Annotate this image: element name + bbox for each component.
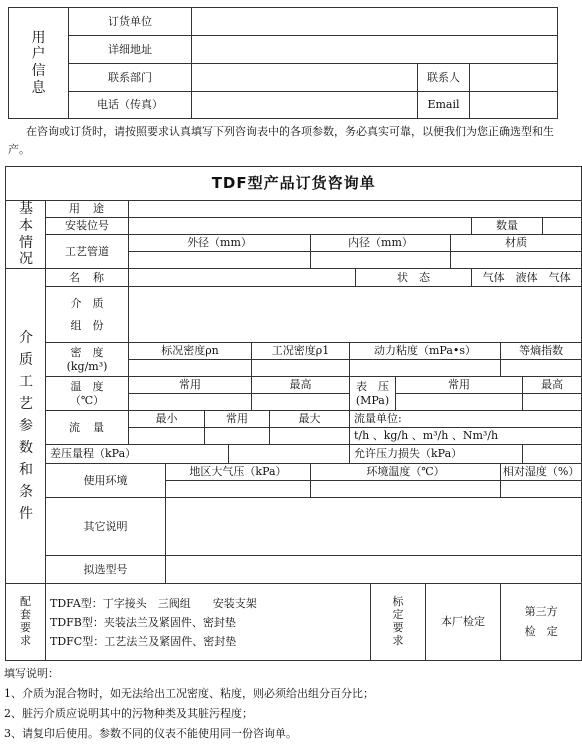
notes-heading: 填写说明： <box>4 667 59 680</box>
flow-max-label: 最大 <box>270 411 350 428</box>
temp-normal-field[interactable] <box>129 394 252 411</box>
inner-diameter-field[interactable] <box>311 252 451 269</box>
medium-label: 介质工艺参数和条件 <box>6 269 46 584</box>
environment-label: 使用环境 <box>46 464 166 498</box>
phone-field[interactable] <box>192 92 418 119</box>
third-party-calibration[interactable]: 第三方 检 定 <box>501 584 582 661</box>
outer-diameter-field[interactable] <box>129 252 311 269</box>
department-label: 联系部门 <box>69 64 192 92</box>
accessories-line-a: TDFA型：丁字接头 三阀组 安装支架 <box>50 596 257 610</box>
note-item: 1、介质为混合物时，如无法给出工况密度、粘度，则必须给出组分百分比； <box>4 687 374 700</box>
diff-range-label: 差压量程（kPa） <box>46 445 229 464</box>
press-normal-label: 常用 <box>396 377 523 394</box>
material-label: 材质 <box>451 235 582 252</box>
temp-max-label: 最高 <box>252 377 350 394</box>
atm-pressure-label: 地区大气压（kPa） <box>166 464 311 481</box>
press-normal-field[interactable] <box>396 394 523 411</box>
env-temp-field[interactable] <box>311 481 501 498</box>
usage-label: 用 途 <box>46 201 129 218</box>
work-density-label: 工况密度ρ1 <box>252 343 350 360</box>
quantity-field[interactable] <box>543 218 582 235</box>
flow-min-label: 最小 <box>129 411 205 428</box>
model-field[interactable] <box>166 556 582 584</box>
atm-pressure-field[interactable] <box>166 481 311 498</box>
flow-normal-label: 常用 <box>205 411 270 428</box>
temp-normal-label: 常用 <box>129 377 252 394</box>
accessories-line-c: TDFC型：工艺法兰及紧固件、密封垫 <box>50 634 237 648</box>
work-density-field[interactable] <box>252 360 350 377</box>
temperature-label: 温 度 （℃） <box>46 377 129 411</box>
flow-unit-label: 流量单位: <box>350 411 582 428</box>
email-field[interactable] <box>470 92 558 119</box>
density-label: 密 度 (kg/m³) <box>46 343 129 377</box>
viscosity-label: 动力粘度（mPa•s） <box>350 343 501 360</box>
usage-field[interactable] <box>129 201 582 218</box>
inner-diameter-label: 内径（mm） <box>311 235 451 252</box>
user-info-table <box>8 7 558 119</box>
material-field[interactable] <box>451 252 582 269</box>
isentropic-label: 等熵指数 <box>501 343 582 360</box>
department-field[interactable] <box>192 64 418 92</box>
flow-max-field[interactable] <box>270 428 350 445</box>
flow-min-field[interactable] <box>129 428 205 445</box>
other-field[interactable] <box>166 498 582 556</box>
calibration-label: 标定要求 <box>371 584 426 661</box>
phone-label: 电话（传真） <box>69 92 192 119</box>
intro-text: 在咨询或订货时，请按照要求认真填写下列咨询表中的各项参数，务必真实可靠，以便我们为您正确选型和生产。 <box>8 125 554 156</box>
std-density-field[interactable] <box>129 360 252 377</box>
press-max-label: 最高 <box>523 377 582 394</box>
state-options[interactable]: 气体 液体 气体 <box>472 269 582 287</box>
basic-label: 基本情况 <box>6 201 46 269</box>
pipeline-label: 工艺管道 <box>46 235 129 269</box>
address-label: 详细地址 <box>69 36 192 64</box>
env-temp-label: 环境温度（℃） <box>311 464 501 481</box>
order-form-table <box>5 166 582 661</box>
contact-field[interactable] <box>470 64 558 92</box>
allowed-loss-label: 允许压力损失（kPa） <box>350 445 523 464</box>
user-info-label: 用户信息 <box>9 8 69 119</box>
install-tag-field[interactable] <box>129 218 472 235</box>
std-density-label: 标况密度ρn <box>129 343 252 360</box>
notes <box>4 664 559 744</box>
pressure-label: 表 压 (MPa) <box>350 377 396 411</box>
state-label: 状 态 <box>356 269 472 287</box>
contact-label: 联系人 <box>418 64 470 92</box>
install-tag-label: 安装位号 <box>46 218 129 235</box>
viscosity-field[interactable] <box>350 360 501 377</box>
model-label: 拟选型号 <box>46 556 166 584</box>
outer-diameter-label: 外径（mm） <box>129 235 311 252</box>
quantity-label: 数量 <box>472 218 543 235</box>
form-title: TDF型产品订货咨询单 <box>6 167 582 201</box>
accessories-options[interactable] <box>46 584 371 661</box>
name-field[interactable] <box>129 269 356 287</box>
other-label: 其它说明 <box>46 498 166 556</box>
flow-normal-field[interactable] <box>205 428 270 445</box>
company-field[interactable] <box>192 8 558 36</box>
note-item: 3、请复印后使用。参数不同的仪表不能使用同一份咨询单。 <box>4 727 297 740</box>
diff-range-field[interactable] <box>229 445 350 464</box>
medium-components-field[interactable] <box>129 287 582 343</box>
temp-max-field[interactable] <box>252 394 350 411</box>
humidity-field[interactable] <box>501 481 582 498</box>
press-max-field[interactable] <box>523 394 582 411</box>
company-label: 订货单位 <box>69 8 192 36</box>
isentropic-field[interactable] <box>501 360 582 377</box>
factory-calibration[interactable]: 本厂检定 <box>426 584 501 661</box>
flow-label: 流 量 <box>46 411 129 445</box>
accessories-line-b: TDFB型：夹装法兰及紧固件、密封垫 <box>50 615 236 629</box>
address-field[interactable] <box>192 36 558 64</box>
accessories-label: 配套要求 <box>6 584 46 661</box>
note-item: 2、脏污介质应说明其中的污物种类及其脏污程度； <box>4 707 253 720</box>
email-label: Email <box>418 92 470 119</box>
medium-components-label: 介 质 组 份 <box>46 287 129 343</box>
flow-units[interactable]: t/h 、kg/h 、m³/h 、Nm³/h <box>350 428 582 445</box>
name-label: 名 称 <box>46 269 129 287</box>
humidity-label: 相对湿度（%） <box>501 464 582 481</box>
allowed-loss-field[interactable] <box>523 445 582 464</box>
